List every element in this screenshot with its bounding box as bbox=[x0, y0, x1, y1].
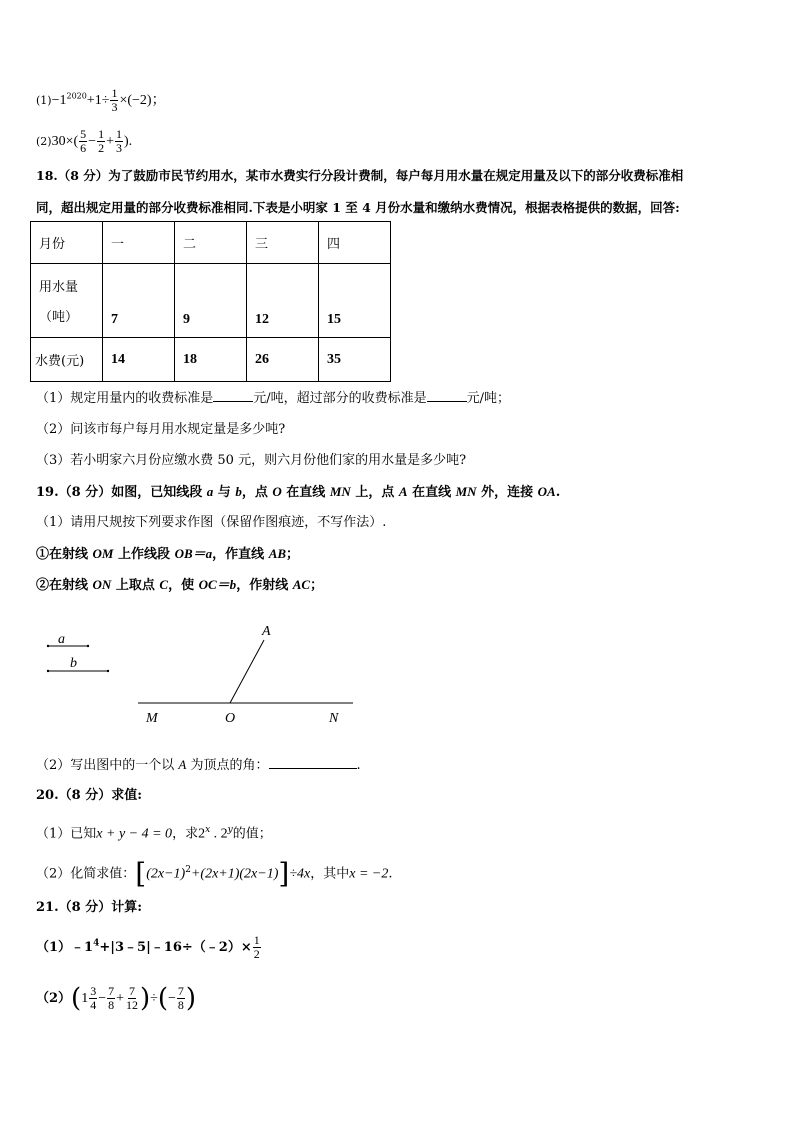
var-om: OM bbox=[92, 546, 114, 561]
frac-den: 2 bbox=[98, 141, 105, 155]
frac-den: 2 bbox=[253, 947, 260, 961]
geometry-figure bbox=[0, 615, 400, 735]
text: 外，连接 bbox=[481, 485, 534, 500]
answer-blank[interactable] bbox=[427, 389, 467, 402]
p17-l2-frac1 bbox=[79, 128, 87, 155]
var-c: C bbox=[159, 577, 169, 592]
p17-l1-expr-c: ×(−2)； bbox=[119, 93, 166, 108]
p21-q1-frac bbox=[253, 934, 261, 961]
p17-l1-exp: 2020 bbox=[66, 91, 87, 101]
table-cell: 26 bbox=[247, 338, 319, 382]
bracket-left: [ bbox=[135, 857, 147, 890]
text: 为顶点的角： bbox=[190, 758, 269, 773]
exp-x: x bbox=[205, 825, 211, 835]
answer-blank[interactable] bbox=[269, 756, 357, 769]
equation: x + y − 4 = 0 bbox=[96, 826, 173, 842]
p18-line2: 同，超出规定用量的部分收费标准相同.下表是小明家 1 至 4 月份水量和缴纳水费情况，根据表格提供的数据，回答: bbox=[36, 200, 680, 215]
plus-sign: + bbox=[116, 991, 125, 1006]
p19-step1 bbox=[36, 545, 299, 564]
p20-head: 20.（8 分）求值: bbox=[36, 788, 142, 803]
var-a-point: A bbox=[178, 757, 187, 772]
table-cell: 18 bbox=[175, 338, 247, 382]
text: . bbox=[356, 758, 361, 773]
expr: (2x−1) bbox=[146, 866, 186, 882]
table-row bbox=[31, 264, 391, 338]
p17-l2-end: ). bbox=[123, 134, 133, 149]
p19-line1 bbox=[36, 483, 560, 502]
label-point-m: M bbox=[146, 711, 158, 726]
frac-den: 3 bbox=[115, 141, 122, 155]
p18-q3: （3）若小明家六月份应缴水费 50 元，则六月份他们家的用水量是多少吨? bbox=[36, 453, 467, 468]
p21-q1 bbox=[36, 934, 262, 961]
text: ，点 bbox=[241, 485, 268, 500]
text: 在直线 bbox=[286, 485, 326, 500]
text: （1）已知 bbox=[36, 826, 97, 842]
p18-q1-text-a: （1）规定用量内的收费标准是 bbox=[36, 391, 214, 406]
frac bbox=[177, 985, 185, 1012]
label-point-o: O bbox=[225, 711, 236, 726]
p20-q2 bbox=[36, 857, 393, 890]
text: 上，点 bbox=[355, 485, 395, 500]
p21-head: 21.（8 分）计算: bbox=[36, 900, 142, 915]
segment-b-endpoint bbox=[47, 670, 49, 672]
text: （1）﹣1 bbox=[36, 940, 94, 955]
base: 2 bbox=[198, 826, 206, 842]
var-a: a bbox=[206, 484, 214, 499]
divide-sign: ÷ bbox=[150, 991, 158, 1006]
dot: . bbox=[210, 826, 221, 842]
minus-sign: − bbox=[98, 991, 107, 1006]
text: ； bbox=[310, 578, 324, 593]
var-oc: OC＝b bbox=[198, 577, 237, 592]
answer-blank[interactable] bbox=[213, 389, 253, 402]
frac-den: 6 bbox=[80, 141, 87, 155]
var-a-point: A bbox=[398, 484, 408, 499]
base: 2 bbox=[220, 826, 228, 842]
text: 上取点 bbox=[115, 578, 155, 593]
paren-right: ) bbox=[185, 983, 197, 1014]
condition: x = −2 bbox=[349, 866, 389, 882]
frac-den: 3 bbox=[111, 100, 118, 114]
var-ac: AC bbox=[292, 577, 311, 592]
table-cell: 15 bbox=[319, 264, 391, 338]
var-mn: MN bbox=[455, 484, 477, 499]
frac-num: 5 bbox=[80, 127, 87, 141]
text: . bbox=[388, 866, 393, 882]
frac-num: 7 bbox=[108, 984, 115, 998]
plus-sign: + bbox=[106, 134, 114, 149]
table-header-cell: 三 bbox=[247, 222, 319, 264]
table-row-label bbox=[31, 264, 103, 338]
frac-den: 8 bbox=[177, 998, 184, 1012]
p18-q1 bbox=[36, 389, 510, 408]
p17-line2 bbox=[36, 128, 132, 155]
frac bbox=[107, 985, 115, 1012]
label-point-n: N bbox=[329, 711, 339, 726]
minus-sign: − bbox=[88, 134, 97, 149]
segment-oa bbox=[230, 640, 264, 703]
text: 与 bbox=[217, 485, 231, 500]
minus-sign: − bbox=[168, 991, 176, 1006]
text: ①在射线 bbox=[36, 547, 89, 562]
frac-num: 7 bbox=[177, 984, 184, 998]
text: ②在射线 bbox=[36, 578, 89, 593]
p18-q1-text-c: 元/吨； bbox=[466, 391, 511, 406]
p21-q2 bbox=[36, 985, 196, 1012]
paren-left: ( bbox=[157, 983, 169, 1014]
text: （2）写出图中的一个以 bbox=[36, 758, 175, 773]
text: ，其中 bbox=[310, 866, 350, 882]
table-cell: 14 bbox=[103, 338, 175, 382]
p18-q1-text-b: 元/吨，超过部分的收费标准是 bbox=[253, 391, 427, 406]
frac-num: 1 bbox=[111, 86, 118, 100]
text: ； bbox=[286, 547, 300, 562]
p17-line1 bbox=[36, 87, 166, 114]
frac-den: 4 bbox=[90, 998, 97, 1012]
table-header-cell: 月份 bbox=[31, 222, 103, 264]
p18-line1: 18.（8 分）为了鼓励市民节约用水，某市水费实行分段计费制，每户每月用水量在规定用量及以下的部分收费标准相 bbox=[36, 168, 684, 183]
frac-num: 1 bbox=[253, 933, 260, 947]
table-header-row bbox=[31, 222, 391, 264]
segment-a-endpoint bbox=[87, 645, 89, 647]
table-cell: 12 bbox=[247, 264, 319, 338]
text: 上作线段 bbox=[118, 547, 171, 562]
text: （2）化简求值： bbox=[36, 866, 136, 882]
p17-l2-frac2 bbox=[97, 128, 105, 155]
var-oa: OA bbox=[537, 484, 556, 499]
bracket-right: ] bbox=[278, 857, 290, 890]
text: 的值； bbox=[232, 826, 272, 842]
frac-num: 1 bbox=[115, 127, 122, 141]
text: . bbox=[555, 485, 561, 500]
p17-l1-expr-b: +1÷ bbox=[86, 93, 110, 108]
p17-l2-prefix: (2) bbox=[36, 135, 52, 148]
p17-l2-frac3 bbox=[115, 128, 123, 155]
p19-q2 bbox=[36, 756, 361, 775]
segment-a-endpoint bbox=[47, 645, 49, 647]
row-label-a: 用水量 bbox=[39, 279, 79, 295]
table-header-cell: 四 bbox=[319, 222, 391, 264]
var-b: b bbox=[235, 484, 242, 499]
text: +|3﹣5|﹣16÷（﹣2）× bbox=[99, 940, 252, 955]
frac-num: 1 bbox=[98, 127, 105, 141]
table-cell: 35 bbox=[319, 338, 391, 382]
exp: 2 bbox=[185, 865, 191, 876]
label-point-a: A bbox=[262, 624, 271, 639]
segment-b-endpoint bbox=[107, 670, 109, 672]
water-fee-table bbox=[30, 221, 391, 382]
row-label-b: （吨） bbox=[39, 309, 79, 325]
p19-step2 bbox=[36, 576, 323, 595]
paren-right: ) bbox=[140, 983, 151, 1014]
frac bbox=[89, 985, 97, 1012]
text: ，作射线 bbox=[236, 578, 289, 593]
table-cell: 9 bbox=[175, 264, 247, 338]
integer-part: 1 bbox=[81, 991, 89, 1006]
text: ，使 bbox=[168, 578, 195, 593]
var-on: ON bbox=[92, 577, 112, 592]
frac-den: 8 bbox=[108, 998, 115, 1012]
p17-l1-expr-a: −1 bbox=[51, 93, 67, 108]
p19-q1: （1）请用尺规按下列要求作图（保留作图痕迹，不写作法）. bbox=[36, 515, 387, 530]
p17-l1-prefix: (1) bbox=[36, 94, 52, 107]
table-row bbox=[31, 338, 391, 382]
table-row-label: 水费(元) bbox=[31, 338, 103, 382]
expr: +(2x+1)(2x−1) bbox=[190, 866, 279, 882]
table-cell: 7 bbox=[103, 264, 175, 338]
p18-q2: （2）问该市每户每月用水规定量是多少吨? bbox=[36, 422, 286, 437]
text: ，求 bbox=[172, 826, 199, 842]
frac-num: 7 bbox=[129, 984, 136, 998]
var-ob: OB＝a bbox=[174, 546, 213, 561]
p20-q1 bbox=[36, 821, 272, 843]
label-a: a bbox=[58, 632, 65, 647]
frac-num: 3 bbox=[90, 984, 97, 998]
var-o: O bbox=[272, 484, 282, 499]
label-b: b bbox=[70, 656, 77, 671]
table-header-cell: 二 bbox=[175, 222, 247, 264]
frac-den: 12 bbox=[126, 998, 139, 1012]
text: （2） bbox=[36, 991, 72, 1006]
p17-l1-frac bbox=[110, 87, 118, 114]
exp: 4 bbox=[93, 938, 100, 949]
paren-left: ( bbox=[71, 983, 82, 1014]
frac bbox=[125, 985, 139, 1012]
exp-y: y bbox=[227, 825, 233, 835]
text: ，作直线 bbox=[212, 547, 265, 562]
text: 19.（8 分）如图，已知线段 bbox=[36, 485, 203, 500]
text: 在直线 bbox=[412, 485, 452, 500]
var-ab: AB bbox=[268, 546, 287, 561]
expr: ÷4x bbox=[289, 866, 311, 882]
p17-l2-expr-a: 30×( bbox=[51, 134, 79, 149]
table-header-cell: 一 bbox=[103, 222, 175, 264]
var-mn: MN bbox=[329, 484, 351, 499]
